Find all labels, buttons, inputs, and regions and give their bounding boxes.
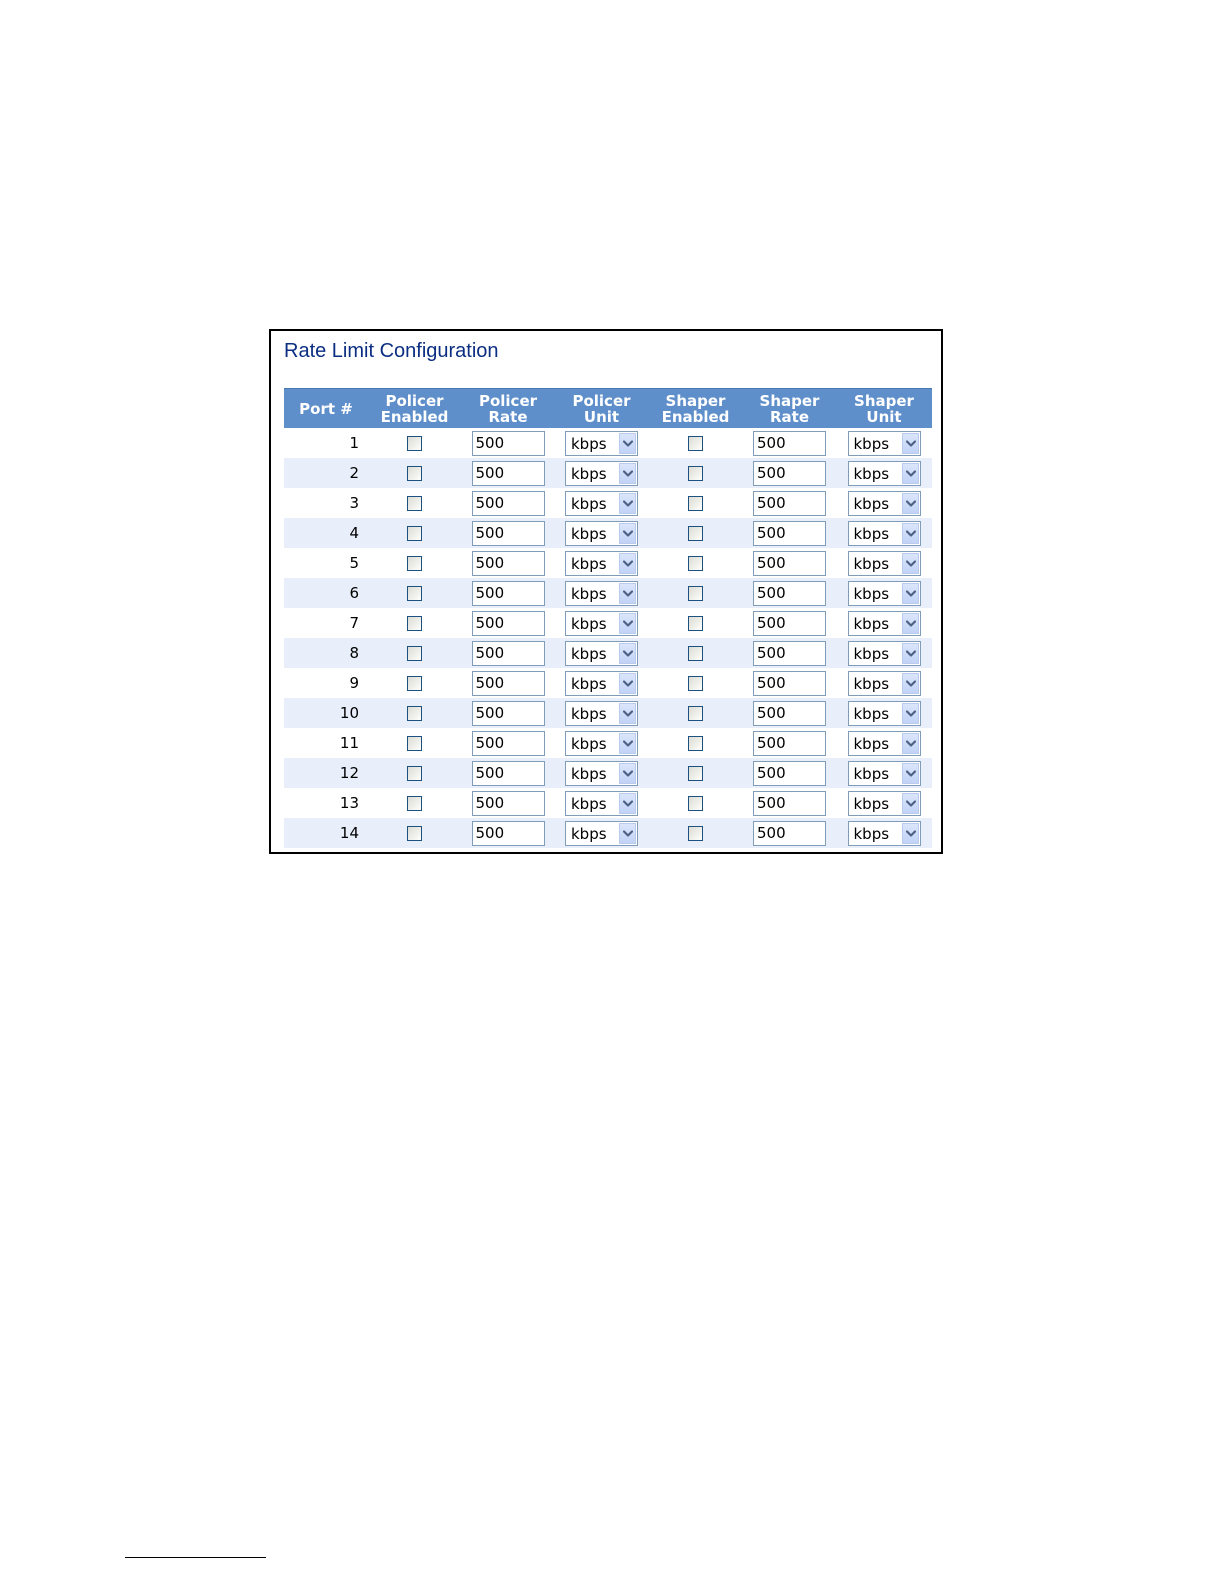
port-number: 14 bbox=[339, 824, 359, 842]
port-number-cell bbox=[284, 758, 368, 788]
port-number-cell bbox=[284, 578, 368, 608]
port-number: 7 bbox=[349, 614, 359, 632]
policer-enabled-cell bbox=[368, 728, 461, 758]
shaper-unit-value: kbps bbox=[853, 584, 890, 603]
port-number: 1 bbox=[349, 434, 359, 452]
shaper-rate-cell bbox=[743, 698, 836, 728]
policer-unit-value: kbps bbox=[571, 674, 607, 693]
policer-unit-cell bbox=[555, 548, 648, 578]
shaper-rate-input[interactable] bbox=[753, 491, 826, 516]
port-number: 11 bbox=[339, 734, 359, 752]
chevron-down-icon[interactable] bbox=[619, 463, 636, 484]
policer-rate-input[interactable] bbox=[472, 581, 545, 606]
table-body bbox=[284, 428, 932, 848]
header-policer-unit-line2: Unit bbox=[583, 407, 620, 426]
header-shaper-enabled-line2: Enabled bbox=[661, 407, 730, 426]
chevron-down-icon[interactable] bbox=[902, 703, 919, 724]
table-row bbox=[284, 698, 932, 728]
shaper-unit-value: kbps bbox=[853, 764, 890, 783]
policer-rate-input[interactable] bbox=[472, 731, 545, 756]
chevron-down-icon[interactable] bbox=[619, 703, 636, 724]
port-number: 8 bbox=[349, 644, 359, 662]
shaper-unit-cell bbox=[836, 788, 932, 818]
policer-enabled-checkbox[interactable] bbox=[407, 556, 422, 571]
policer-unit-select[interactable] bbox=[565, 821, 638, 846]
shaper-unit-select[interactable] bbox=[848, 821, 921, 846]
shaper-unit-cell bbox=[836, 608, 932, 638]
shaper-enabled-cell bbox=[648, 428, 743, 458]
shaper-unit-value: kbps bbox=[853, 644, 890, 663]
policer-rate-input[interactable] bbox=[472, 491, 545, 516]
shaper-enabled-checkbox[interactable] bbox=[688, 646, 703, 661]
shaper-unit-cell bbox=[836, 638, 932, 668]
header-shaper-unit-line1: Shaper bbox=[854, 391, 914, 410]
chevron-down-icon[interactable] bbox=[619, 523, 636, 544]
shaper-unit-cell bbox=[836, 548, 932, 578]
header-policer-rate bbox=[461, 389, 555, 429]
chevron-down-icon[interactable] bbox=[619, 643, 636, 664]
shaper-unit-select[interactable] bbox=[848, 611, 921, 636]
shaper-rate-input[interactable] bbox=[753, 671, 826, 696]
policer-unit-value: kbps bbox=[571, 794, 607, 813]
port-number-cell bbox=[284, 668, 368, 698]
shaper-unit-select[interactable] bbox=[848, 671, 921, 696]
port-number: 5 bbox=[349, 554, 359, 572]
policer-rate-cell bbox=[461, 578, 555, 608]
shaper-enabled-checkbox[interactable] bbox=[688, 706, 703, 721]
policer-unit-select[interactable] bbox=[565, 641, 638, 666]
policer-rate-cell bbox=[461, 608, 555, 638]
shaper-enabled-cell bbox=[648, 698, 743, 728]
policer-unit-select[interactable] bbox=[565, 611, 638, 636]
policer-unit-value: kbps bbox=[571, 554, 607, 573]
policer-enabled-checkbox[interactable] bbox=[407, 436, 422, 451]
header-policer-rate-line1: Policer bbox=[478, 391, 538, 410]
chevron-down-icon[interactable] bbox=[902, 583, 919, 604]
policer-enabled-cell bbox=[368, 428, 461, 458]
policer-unit-value: kbps bbox=[571, 644, 607, 663]
shaper-rate-cell bbox=[743, 758, 836, 788]
shaper-rate-input[interactable] bbox=[753, 521, 826, 546]
shaper-unit-cell bbox=[836, 728, 932, 758]
policer-enabled-cell bbox=[368, 518, 461, 548]
table-row bbox=[284, 518, 932, 548]
policer-rate-cell bbox=[461, 788, 555, 818]
policer-unit-select[interactable] bbox=[565, 491, 638, 516]
policer-enabled-checkbox[interactable] bbox=[407, 706, 422, 721]
policer-unit-cell bbox=[555, 518, 648, 548]
shaper-unit-cell bbox=[836, 518, 932, 548]
policer-enabled-cell bbox=[368, 578, 461, 608]
policer-unit-value: kbps bbox=[571, 434, 607, 453]
shaper-enabled-cell bbox=[648, 668, 743, 698]
shaper-enabled-cell bbox=[648, 578, 743, 608]
port-number-cell bbox=[284, 608, 368, 638]
table-row bbox=[284, 758, 932, 788]
policer-rate-input[interactable] bbox=[472, 671, 545, 696]
table-row bbox=[284, 728, 932, 758]
shaper-unit-cell bbox=[836, 428, 932, 458]
shaper-unit-value: kbps bbox=[853, 434, 890, 453]
shaper-unit-select[interactable] bbox=[848, 491, 921, 516]
policer-rate-cell bbox=[461, 698, 555, 728]
policer-enabled-checkbox[interactable] bbox=[407, 826, 422, 841]
shaper-unit-select[interactable] bbox=[848, 641, 921, 666]
policer-rate-cell bbox=[461, 428, 555, 458]
policer-rate-input[interactable] bbox=[472, 611, 545, 636]
shaper-enabled-cell bbox=[648, 518, 743, 548]
policer-unit-value: kbps bbox=[571, 524, 607, 543]
header-shaper-unit-line2: Unit bbox=[866, 407, 902, 426]
policer-enabled-checkbox[interactable] bbox=[407, 586, 422, 601]
shaper-enabled-checkbox[interactable] bbox=[688, 766, 703, 781]
port-number-cell bbox=[284, 548, 368, 578]
shaper-unit-cell bbox=[836, 578, 932, 608]
shaper-unit-value: kbps bbox=[853, 704, 890, 723]
shaper-rate-input[interactable] bbox=[753, 551, 826, 576]
policer-enabled-cell bbox=[368, 668, 461, 698]
policer-rate-input[interactable] bbox=[472, 791, 545, 816]
policer-unit-cell bbox=[555, 458, 648, 488]
shaper-rate-input[interactable] bbox=[753, 581, 826, 606]
policer-enabled-checkbox[interactable] bbox=[407, 676, 422, 691]
shaper-enabled-cell bbox=[648, 608, 743, 638]
shaper-unit-select[interactable] bbox=[848, 761, 921, 786]
chevron-down-icon[interactable] bbox=[619, 493, 636, 514]
header-policer-rate-line2: Rate bbox=[488, 407, 528, 426]
policer-unit-cell bbox=[555, 428, 648, 458]
shaper-unit-value: kbps bbox=[853, 524, 890, 543]
port-number-cell bbox=[284, 458, 368, 488]
table-row bbox=[284, 458, 932, 488]
policer-unit-select[interactable] bbox=[565, 461, 638, 486]
table-row bbox=[284, 638, 932, 668]
shaper-enabled-checkbox[interactable] bbox=[688, 796, 703, 811]
chevron-down-icon[interactable] bbox=[619, 583, 636, 604]
shaper-rate-cell bbox=[743, 638, 836, 668]
policer-unit-cell bbox=[555, 668, 648, 698]
policer-rate-cell bbox=[461, 548, 555, 578]
policer-unit-select[interactable] bbox=[565, 671, 638, 696]
port-number: 13 bbox=[339, 794, 359, 812]
policer-unit-select[interactable] bbox=[565, 521, 638, 546]
shaper-rate-input[interactable] bbox=[753, 611, 826, 636]
policer-unit-value: kbps bbox=[571, 824, 607, 843]
header-shaper-unit bbox=[836, 389, 932, 429]
chevron-down-icon[interactable] bbox=[619, 613, 636, 634]
shaper-rate-cell bbox=[743, 728, 836, 758]
policer-unit-value: kbps bbox=[571, 614, 607, 633]
policer-rate-input[interactable] bbox=[472, 641, 545, 666]
port-number: 3 bbox=[349, 494, 359, 512]
shaper-rate-input[interactable] bbox=[753, 761, 826, 786]
table-row bbox=[284, 608, 932, 638]
port-number: 6 bbox=[349, 584, 359, 602]
header-policer-enabled bbox=[368, 389, 461, 429]
chevron-down-icon[interactable] bbox=[619, 763, 636, 784]
shaper-enabled-checkbox[interactable] bbox=[688, 496, 703, 511]
port-number-cell bbox=[284, 638, 368, 668]
policer-unit-select[interactable] bbox=[565, 431, 638, 456]
policer-enabled-cell bbox=[368, 488, 461, 518]
shaper-rate-cell bbox=[743, 668, 836, 698]
shaper-unit-value: kbps bbox=[853, 794, 890, 813]
policer-enabled-checkbox[interactable] bbox=[407, 736, 422, 751]
policer-enabled-cell bbox=[368, 638, 461, 668]
policer-unit-value: kbps bbox=[571, 464, 607, 483]
port-number-cell bbox=[284, 698, 368, 728]
policer-unit-select[interactable] bbox=[565, 731, 638, 756]
shaper-rate-input[interactable] bbox=[753, 461, 826, 486]
shaper-unit-select[interactable] bbox=[848, 791, 921, 816]
table-header-row bbox=[284, 389, 932, 429]
policer-enabled-cell bbox=[368, 698, 461, 728]
shaper-rate-input[interactable] bbox=[753, 641, 826, 666]
shaper-rate-input[interactable] bbox=[753, 791, 826, 816]
chevron-down-icon[interactable] bbox=[902, 793, 919, 814]
policer-rate-cell bbox=[461, 728, 555, 758]
table-row bbox=[284, 818, 932, 848]
chevron-down-icon[interactable] bbox=[619, 433, 636, 454]
shaper-enabled-checkbox[interactable] bbox=[688, 586, 703, 601]
policer-enabled-cell bbox=[368, 608, 461, 638]
shaper-rate-input[interactable] bbox=[753, 701, 826, 726]
policer-rate-input[interactable] bbox=[472, 821, 545, 846]
footnote-rule bbox=[125, 1557, 266, 1558]
shaper-unit-value: kbps bbox=[853, 674, 890, 693]
header-port-label: Port # bbox=[299, 399, 353, 418]
shaper-enabled-checkbox[interactable] bbox=[688, 616, 703, 631]
shaper-enabled-cell bbox=[648, 788, 743, 818]
shaper-unit-select[interactable] bbox=[848, 581, 921, 606]
shaper-unit-value: kbps bbox=[853, 494, 890, 513]
chevron-down-icon[interactable] bbox=[619, 673, 636, 694]
shaper-enabled-checkbox[interactable] bbox=[688, 676, 703, 691]
shaper-unit-value: kbps bbox=[853, 734, 890, 753]
policer-rate-input[interactable] bbox=[472, 701, 545, 726]
shaper-rate-input[interactable] bbox=[753, 821, 826, 846]
header-shaper-enabled bbox=[648, 389, 743, 429]
policer-unit-value: kbps bbox=[571, 704, 607, 723]
port-number: 4 bbox=[349, 524, 359, 542]
shaper-enabled-checkbox[interactable] bbox=[688, 736, 703, 751]
policer-enabled-checkbox[interactable] bbox=[407, 616, 422, 631]
header-shaper-enabled-line1: Shaper bbox=[665, 391, 726, 410]
shaper-enabled-cell bbox=[648, 458, 743, 488]
header-shaper-rate bbox=[743, 389, 836, 429]
policer-enabled-cell bbox=[368, 758, 461, 788]
chevron-down-icon[interactable] bbox=[619, 823, 636, 844]
port-number-cell bbox=[284, 428, 368, 458]
chevron-down-icon[interactable] bbox=[619, 733, 636, 754]
policer-unit-select[interactable] bbox=[565, 761, 638, 786]
port-number-cell bbox=[284, 518, 368, 548]
chevron-down-icon[interactable] bbox=[902, 493, 919, 514]
policer-enabled-cell bbox=[368, 818, 461, 848]
shaper-enabled-checkbox[interactable] bbox=[688, 466, 703, 481]
shaper-enabled-checkbox[interactable] bbox=[688, 826, 703, 841]
shaper-unit-select[interactable] bbox=[848, 431, 921, 456]
policer-rate-input[interactable] bbox=[472, 551, 545, 576]
policer-unit-cell bbox=[555, 578, 648, 608]
shaper-rate-cell bbox=[743, 548, 836, 578]
shaper-unit-cell bbox=[836, 668, 932, 698]
port-number-cell bbox=[284, 818, 368, 848]
policer-enabled-cell bbox=[368, 548, 461, 578]
policer-rate-cell bbox=[461, 758, 555, 788]
table-row bbox=[284, 548, 932, 578]
header-shaper-rate-line1: Shaper bbox=[759, 391, 820, 410]
shaper-unit-select[interactable] bbox=[848, 521, 921, 546]
shaper-enabled-cell bbox=[648, 818, 743, 848]
policer-rate-cell bbox=[461, 488, 555, 518]
policer-unit-cell bbox=[555, 638, 648, 668]
chevron-down-icon[interactable] bbox=[902, 523, 919, 544]
policer-unit-select[interactable] bbox=[565, 551, 638, 576]
shaper-unit-select[interactable] bbox=[848, 461, 921, 486]
shaper-unit-cell bbox=[836, 818, 932, 848]
table-row bbox=[284, 428, 932, 458]
shaper-rate-input[interactable] bbox=[753, 731, 826, 756]
shaper-enabled-checkbox[interactable] bbox=[688, 436, 703, 451]
shaper-enabled-cell bbox=[648, 758, 743, 788]
shaper-unit-select[interactable] bbox=[848, 701, 921, 726]
chevron-down-icon[interactable] bbox=[619, 793, 636, 814]
port-number: 9 bbox=[349, 674, 359, 692]
shaper-unit-select[interactable] bbox=[848, 551, 921, 576]
policer-rate-input[interactable] bbox=[472, 431, 545, 456]
policer-rate-cell bbox=[461, 668, 555, 698]
shaper-enabled-checkbox[interactable] bbox=[688, 556, 703, 571]
port-number-cell bbox=[284, 488, 368, 518]
policer-enabled-cell bbox=[368, 788, 461, 818]
shaper-rate-cell bbox=[743, 788, 836, 818]
chevron-down-icon[interactable] bbox=[902, 433, 919, 454]
chevron-down-icon[interactable] bbox=[902, 733, 919, 754]
shaper-enabled-cell bbox=[648, 638, 743, 668]
policer-unit-select[interactable] bbox=[565, 791, 638, 816]
chevron-down-icon[interactable] bbox=[902, 613, 919, 634]
chevron-down-icon[interactable] bbox=[902, 673, 919, 694]
shaper-rate-cell bbox=[743, 608, 836, 638]
shaper-unit-value: kbps bbox=[853, 464, 890, 483]
shaper-rate-cell bbox=[743, 428, 836, 458]
policer-rate-input[interactable] bbox=[472, 521, 545, 546]
policer-rate-cell bbox=[461, 638, 555, 668]
policer-unit-cell bbox=[555, 608, 648, 638]
policer-enabled-checkbox[interactable] bbox=[407, 646, 422, 661]
port-number: 10 bbox=[339, 704, 359, 722]
policer-enabled-cell bbox=[368, 458, 461, 488]
chevron-down-icon[interactable] bbox=[902, 553, 919, 574]
table-row bbox=[284, 578, 932, 608]
header-policer-unit bbox=[555, 389, 648, 429]
port-number: 12 bbox=[339, 764, 359, 782]
policer-unit-cell bbox=[555, 698, 648, 728]
policer-rate-cell bbox=[461, 518, 555, 548]
port-number-cell bbox=[284, 788, 368, 818]
policer-unit-cell bbox=[555, 758, 648, 788]
shaper-unit-cell bbox=[836, 758, 932, 788]
policer-rate-input[interactable] bbox=[472, 461, 545, 486]
policer-rate-cell bbox=[461, 818, 555, 848]
port-number: 2 bbox=[349, 464, 359, 482]
shaper-rate-cell bbox=[743, 458, 836, 488]
policer-enabled-checkbox[interactable] bbox=[407, 526, 422, 541]
policer-unit-value: kbps bbox=[571, 764, 607, 783]
policer-enabled-checkbox[interactable] bbox=[407, 466, 422, 481]
policer-rate-cell bbox=[461, 458, 555, 488]
shaper-enabled-checkbox[interactable] bbox=[688, 526, 703, 541]
header-policer-unit-line1: Policer bbox=[572, 391, 631, 410]
policer-unit-cell bbox=[555, 728, 648, 758]
page-title: Rate Limit Configuration bbox=[284, 340, 499, 362]
policer-unit-select[interactable] bbox=[565, 581, 638, 606]
chevron-down-icon[interactable] bbox=[902, 463, 919, 484]
policer-unit-value: kbps bbox=[571, 494, 607, 513]
shaper-unit-cell bbox=[836, 458, 932, 488]
policer-rate-input[interactable] bbox=[472, 761, 545, 786]
shaper-rate-cell bbox=[743, 578, 836, 608]
shaper-enabled-cell bbox=[648, 728, 743, 758]
shaper-unit-value: kbps bbox=[853, 554, 890, 573]
shaper-enabled-cell bbox=[648, 548, 743, 578]
policer-unit-cell bbox=[555, 818, 648, 848]
policer-unit-cell bbox=[555, 788, 648, 818]
header-policer-enabled-line2: Enabled bbox=[380, 407, 449, 426]
policer-unit-value: kbps bbox=[571, 734, 607, 753]
header-shaper-rate-line2: Rate bbox=[769, 407, 810, 426]
shaper-unit-select[interactable] bbox=[848, 731, 921, 756]
table-row bbox=[284, 488, 932, 518]
policer-unit-value: kbps bbox=[571, 584, 607, 603]
policer-unit-select[interactable] bbox=[565, 701, 638, 726]
table-row bbox=[284, 788, 932, 818]
screenshot-frame bbox=[269, 329, 943, 854]
shaper-rate-cell bbox=[743, 818, 836, 848]
chevron-down-icon[interactable] bbox=[902, 763, 919, 784]
header-policer-enabled-line1: Policer bbox=[385, 391, 444, 410]
policer-enabled-checkbox[interactable] bbox=[407, 496, 422, 511]
header-port bbox=[284, 389, 368, 429]
policer-enabled-checkbox[interactable] bbox=[407, 766, 422, 781]
shaper-rate-input[interactable] bbox=[753, 431, 826, 456]
chevron-down-icon[interactable] bbox=[619, 553, 636, 574]
table-row bbox=[284, 668, 932, 698]
policer-enabled-checkbox[interactable] bbox=[407, 796, 422, 811]
shaper-unit-cell bbox=[836, 488, 932, 518]
chevron-down-icon[interactable] bbox=[902, 643, 919, 664]
shaper-unit-value: kbps bbox=[853, 824, 890, 843]
shaper-rate-cell bbox=[743, 488, 836, 518]
rate-limit-table bbox=[284, 388, 932, 848]
policer-unit-cell bbox=[555, 488, 648, 518]
shaper-rate-cell bbox=[743, 518, 836, 548]
chevron-down-icon[interactable] bbox=[902, 823, 919, 844]
shaper-unit-cell bbox=[836, 698, 932, 728]
shaper-unit-value: kbps bbox=[853, 614, 890, 633]
shaper-enabled-cell bbox=[648, 488, 743, 518]
port-number-cell bbox=[284, 728, 368, 758]
